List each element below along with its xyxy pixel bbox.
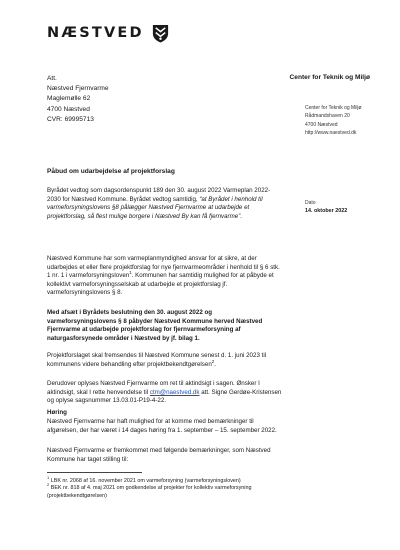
- footnote-ref-2[interactable]: 2: [211, 358, 215, 364]
- p4-text-a: Projektforslaget skal fremsendes til Næstved Kommune senest d. 1. juni 2023 til kommunens videre behandling efter projektbekendtgørelsen: [47, 352, 267, 368]
- p4-text-b: .: [214, 360, 216, 368]
- p1-end: .: [240, 212, 243, 220]
- p5-text-a: Derudover oplyses Næstved Fjernvarme om ret til aktindsigt i sagen. Ønsker I aktindsigt, skal I rette henvendelse til: [47, 380, 260, 396]
- letter-subject: Påbud om udarbejdelse af projektforslag: [47, 168, 175, 175]
- footnote-1-num: 1: [47, 475, 50, 481]
- footnote-2-num: 2: [47, 482, 50, 488]
- logo-text: NÆSTVED: [47, 25, 144, 41]
- paragraph-1: [47, 187, 282, 221]
- p7-text: Næstved Fjernvarme er fremkommet med følgende bemærkninger, som Næstved Kommune har taget stilling til:: [47, 447, 271, 463]
- sender-contact: [305, 104, 362, 137]
- paragraph-7: [47, 447, 282, 464]
- footnote-ref-1[interactable]: 1: [129, 270, 132, 276]
- recipient-att: Att.: [47, 75, 57, 82]
- sender-name: Center for Teknik og Miljø: [305, 105, 362, 111]
- recipient-cvr: CVR: 69995713: [47, 115, 94, 123]
- paragraph-2: [47, 255, 282, 298]
- naestved-crest-icon: [151, 24, 170, 43]
- sender-web-link[interactable]: http://www.naestved.dk: [305, 129, 357, 136]
- email-link[interactable]: ctm@naestved.dk: [149, 388, 200, 396]
- p6-text: Næstved Fjernvarme har haft mulighed for at komme med bemærkninger til afgørelsen, der har været i 14 dages høring fra 1. september – 15. september 2022.: [47, 418, 277, 434]
- p1-quote: “at Byrådet i henhold til varmeforsyningslovens §8 pålægger Næstved Fjernvarme at udarbejde et projektforslag, så flest mulige borgere i Næstved By kan få fjernvarme”: [47, 195, 263, 220]
- paragraph-3: [47, 309, 282, 343]
- sender-street: Rådmandshaven 20: [305, 113, 350, 120]
- date-value: 14. oktober 2022: [305, 208, 348, 214]
- recipient-name: Næstved Fjernvarme: [47, 85, 109, 93]
- p2-text-b: . Kommunen har samtidig mulighed for at påbyde et kollektivt varmeforsyningsselskab at udarbejde et projektforslag jf. varmeforsyningslovens § 8.: [47, 272, 274, 297]
- footnote-2: [47, 482, 297, 500]
- recipient-city: 4700 Næstved: [47, 105, 90, 113]
- recipient-street: Maglemølle 62: [47, 95, 91, 103]
- paragraph-5: [47, 380, 282, 406]
- heading-hoering: Høring: [47, 409, 67, 416]
- date-label: Dato: [305, 200, 316, 206]
- recipient-address: [47, 74, 109, 125]
- p1-text: Byrådet vedtog som dagsordenspunkt 189 den 30. august 2022 Varmeplan 2022-2030 for Næstved Kommune. Byrådet vedtog samtidig,: [47, 187, 271, 203]
- p3-text: Med afsæt i Byrådets beslutning den 30. august 2022 og varmeforsyningslovens § 8 påbyder Næstved Kommune herved Næstved Fjernvarme at udarbejde projektforslag for fjernvarmeforsyning af naturgasforsynede områder i Næstved by jf. bilag 1.: [47, 309, 263, 342]
- sender-city: 4700 Næstved: [305, 121, 338, 128]
- org-title: Center for Teknik og Miljø: [289, 74, 370, 81]
- paragraph-4: [47, 352, 282, 369]
- logo: [47, 23, 170, 43]
- footnote-1-text: LBK nr. 2068 af 16. november 2021 om varmeforsyning (varmeforsyningsloven): [49, 478, 241, 484]
- footnote-divider: [47, 472, 142, 473]
- p5-text-b: att. Signe Gerdøe-Kristensen og oplyse sagsnummer 13.03.01-P19-4-22.: [47, 388, 282, 405]
- paragraph-6: [47, 418, 282, 435]
- footnote-2-text: BEK nr. 818 af 4. maj 2021 om godkendelse af projekter for kollektiv varmeforsyning (projektbekendtgørelsen): [47, 485, 252, 499]
- footnotes: [47, 475, 297, 500]
- p2-text-a: Næstved Kommune har som varmeplanmyndighed ansvar for at sikre, at der udarbejdes et eller flere projektforslag for nye fjernvarmeområder i henhold til § 6 stk. 1 nr. 1 i varmeforsyningsloven: [47, 255, 280, 280]
